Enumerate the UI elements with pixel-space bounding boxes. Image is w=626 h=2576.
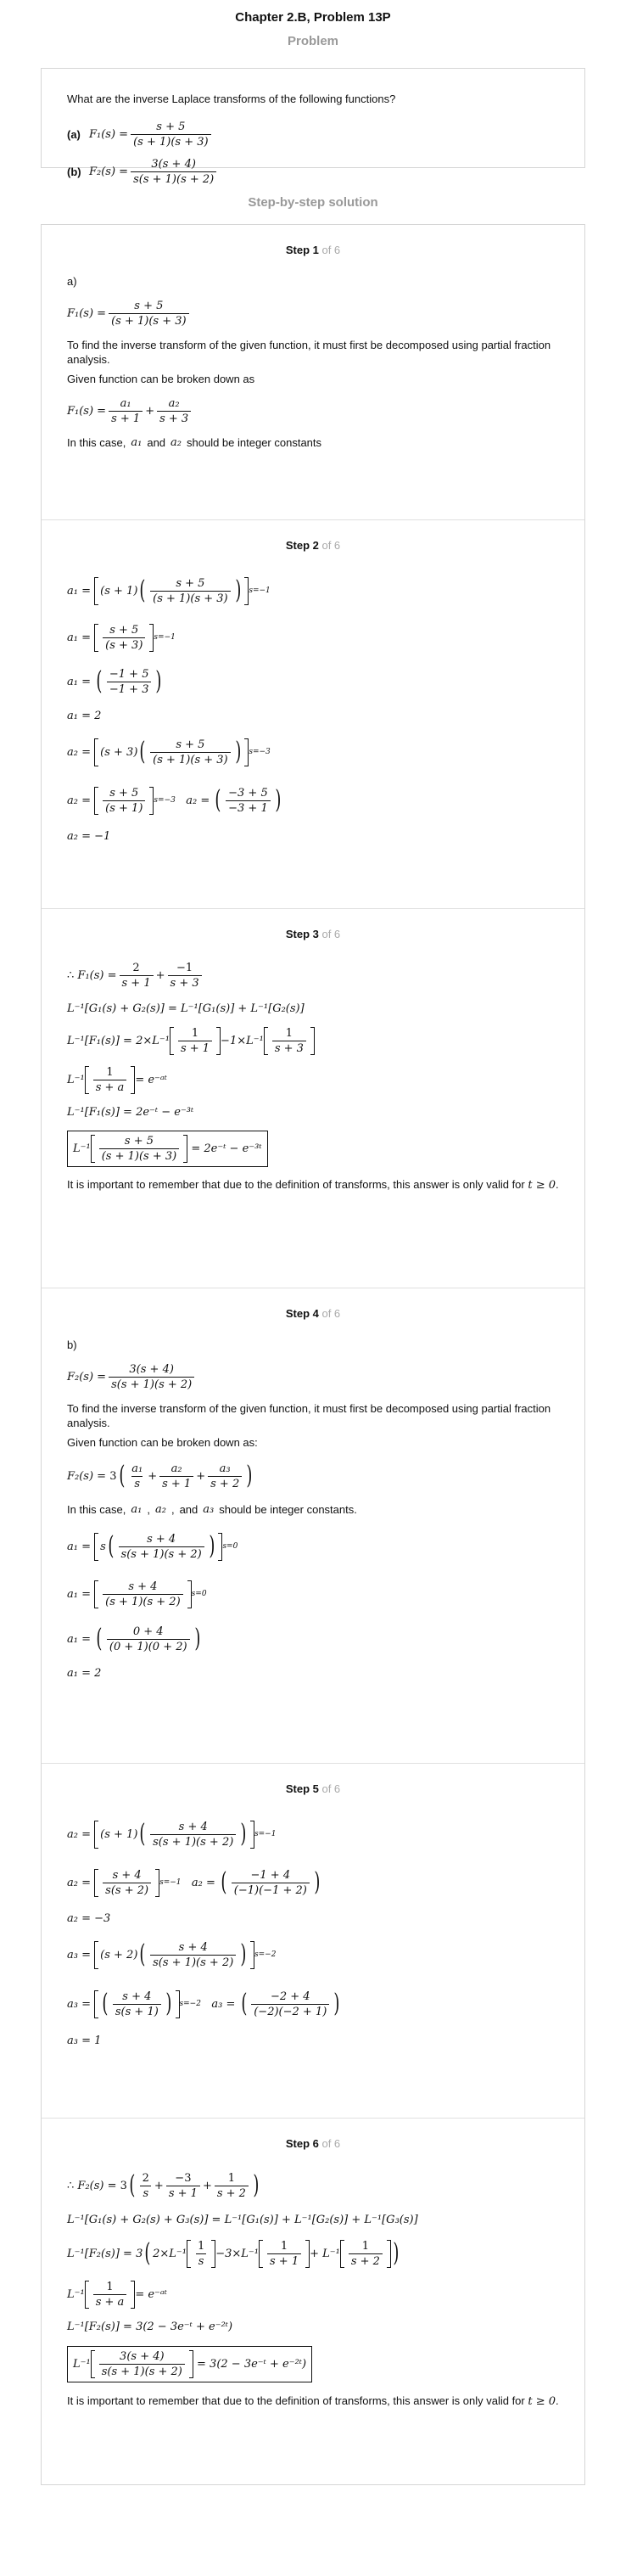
step-6 bbox=[42, 2119, 584, 2484]
problem-question: What are the inverse Laplace transforms of the following functions? bbox=[67, 93, 396, 105]
problem-b-lhs: F₂(s) = bbox=[89, 165, 129, 178]
step-2-line-6: a₂ = $\frac{s + 5}{(s + 1)}$ s=−3 a₂ = ( $\frac{-3 + 5}{-3 + 1}$ ) bbox=[67, 785, 282, 815]
step-6-line-5: L⁻¹ [F₂(s)] = 3(2 − 3e⁻ᵗ + e⁻²ᵗ) bbox=[67, 2320, 233, 2333]
step-2-line-3: a₁ = ( $\frac{-1 + 5}{-1 + 3}$ ) bbox=[67, 666, 162, 696]
step-3-heading: Step 3 of 6 bbox=[285, 928, 341, 940]
problem-a-num: s + 5 bbox=[156, 120, 186, 133]
solution-heading: Step-by-step solution bbox=[248, 195, 378, 210]
step-6-line-3: L⁻¹ [F₂(s)] = 3 ( 2×L⁻¹ $\frac{1}{s}$ −3×L⁻¹ $\frac{1}{s + 1}$ + L⁻¹ $\frac{1}{s + 2}$ ) bbox=[67, 2238, 400, 2268]
step-2-line-7: a₂ = −1 bbox=[67, 829, 111, 843]
step-4-decomp: F₂(s) = 3 ( $\frac{\text{a₁}}{s}$ + $\frac{\text{a₂}}{s + 1}$ + $\frac{\text{a₃}}{s + 2}$ ) bbox=[67, 1461, 253, 1490]
problem-b-label: (b) bbox=[67, 165, 81, 178]
step-3-line-4: L⁻¹ $\frac{1}{s + a}$ = e⁻ᵃᵗ bbox=[67, 1065, 167, 1094]
step-5-line-6: a₃ = 1 bbox=[67, 2034, 102, 2047]
problem-heading: Problem bbox=[287, 34, 338, 48]
step-5-line-2: a₂ = $\frac{s + 4}{s(s + 2)}$ s=−1 a₂ = ( $\frac{-1 + 4}{(-1)(-1 + 2)}$ ) bbox=[67, 1867, 321, 1897]
step-5-heading: Step 5 of 6 bbox=[285, 1782, 341, 1795]
step-1-text-1: To find the inverse transform of the given function, it must first be decomposed using partial fraction analysis. bbox=[67, 339, 551, 366]
step-4-part: b) bbox=[67, 1339, 77, 1351]
step-1-f1: F₁(s) = $\frac{s + 5}{(s + 1)(s + 3)}$ bbox=[67, 294, 559, 333]
problem-a-lhs: F₁(s) = bbox=[89, 127, 129, 141]
step-1-heading: Step 1 of 6 bbox=[285, 244, 341, 256]
solution-card bbox=[41, 224, 585, 2485]
problem-a-label: (a) bbox=[67, 127, 81, 141]
step-3-line-5: L⁻¹ [F₁(s)] = 2e⁻ᵗ − e⁻³ᵗ bbox=[67, 1105, 194, 1119]
step-3-line-1: ∴ F₁(s) = $\frac{2}{s + 1}$ + $\frac{-1}{s + 3}$ bbox=[67, 955, 559, 996]
step-2-line-4: a₁ = 2 bbox=[67, 709, 102, 722]
step-6-note: It is important to remember that due to the definition of transforms, this answer is only valid for t ≥ 0. bbox=[67, 2394, 559, 2408]
step-4-text-2: Given function can be broken down as: bbox=[67, 1436, 258, 1449]
step-2-line-1: a₁ = (s + 1) ( $\frac{s + 5}{(s + 1)(s + 3)}$ ) s=−1 bbox=[67, 575, 271, 605]
page-title: Chapter 2.B, Problem 13P bbox=[235, 10, 391, 25]
step-1-text-3: In this case, a₁ and a₂ should be integer constants bbox=[67, 436, 322, 449]
step-1-text-2: Given function can be broken down as bbox=[67, 373, 255, 385]
step-4-text-3: In this case, a₁ , a₂ , and a₃ should be integer constants. bbox=[67, 1503, 357, 1516]
step-6-line-4: L⁻¹ $\frac{1}{s + a}$ = e⁻ᵃᵗ bbox=[67, 2280, 167, 2309]
problem-card bbox=[41, 68, 585, 186]
step-5-line-5: a₃ = ( $\frac{s + 4}{s(s + 1)}$ ) s=−2 a₃ = ( $\frac{-2 + 4}{(-2)(-2 + 1)}$ ) bbox=[67, 1989, 340, 2018]
problem-a bbox=[67, 115, 559, 153]
step-3 bbox=[42, 909, 584, 1288]
step-6-line-1: ∴ F₂(s) = 3 ( $\frac{2}{s}$ + $\frac{-3}{s + 1}$ + $\frac{1}{s + 2}$ ) bbox=[67, 2170, 260, 2200]
step-3-boxed-result: L⁻¹ $\frac{s + 5}{(s + 1)(s + 3)}$ = 2e⁻ᵗ − e⁻³ᵗ bbox=[67, 1125, 559, 1172]
step-6-boxed-result: L⁻¹ $\frac{3(s + 4)}{s(s + 1)(s + 2)}$ = 3(2 − 3e⁻ᵗ + e⁻²ᵗ) bbox=[67, 2339, 559, 2388]
problem-a-expr bbox=[89, 121, 214, 149]
step-5 bbox=[42, 1764, 584, 2119]
step-5-line-1: a₂ = (s + 1) ( $\frac{s + 4}{s(s + 1)(s + 2)}$ ) s=−1 bbox=[67, 1819, 277, 1849]
step-2 bbox=[42, 520, 584, 909]
problem-b-frac bbox=[131, 158, 216, 186]
step-1-decomp: F₁(s) = $\frac{\text{a₁}}{s + 1}$ + $\frac{\text{a₂}}{s + 3}$ bbox=[67, 391, 559, 430]
problem-a-frac bbox=[131, 121, 211, 149]
step-5-line-3: a₂ = −3 bbox=[67, 1911, 111, 1925]
step-2-line-2: a₁ = $\frac{s + 5}{(s + 3)}$ s=−1 bbox=[67, 623, 176, 652]
step-1 bbox=[42, 225, 584, 520]
problem-b-den: s(s + 1)(s + 2) bbox=[131, 171, 216, 186]
step-3-line-3: L⁻¹ [F₁(s)] = 2×L⁻¹ $\frac{1}{s + 1}$ −1×L⁻¹ $\frac{1}{s + 3}$ bbox=[67, 1021, 559, 1060]
step-1-part: a) bbox=[67, 275, 77, 288]
step-4-f2: F₂(s) = $\frac{3(s + 4)}{s(s + 1)(s + 2)}$ bbox=[67, 1357, 559, 1396]
step-4 bbox=[42, 1288, 584, 1764]
step-4-heading: Step 4 of 6 bbox=[285, 1307, 341, 1320]
problem-b-num: 3(s + 4) bbox=[151, 157, 196, 171]
step-6-line-2: L⁻¹ [G₁(s) + G₂(s) + G₃(s)] = L⁻¹[G₁(s)] + L⁻¹[G₂(s)] + L⁻¹[G₃(s)] bbox=[67, 2213, 418, 2226]
step-2-heading: Step 2 of 6 bbox=[285, 539, 341, 552]
step-2-line-5: a₂ = (s + 3) ( $\frac{s + 5}{(s + 1)(s + 3)}$ ) s=−3 bbox=[67, 737, 271, 766]
step-4-text-1: To find the inverse transform of the given function, it must first be decomposed using partial fraction analysis. bbox=[67, 1402, 551, 1429]
step-4-line-2: a₁ = $\frac{s + 4}{(s + 1)(s + 2)}$ s=0 bbox=[67, 1580, 207, 1608]
problem-a-den: (s + 1)(s + 3) bbox=[131, 134, 211, 149]
step-4-line-1: a₁ = s ( $\frac{s + 4}{s(s + 1)(s + 2)}$ ) s=0 bbox=[67, 1531, 238, 1561]
step-3-note: It is important to remember that due to the definition of transforms, this answer is only valid for t ≥ 0. bbox=[67, 1178, 559, 1192]
step-4-line-3: a₁ = ( $\frac{0 + 4}{(0 + 1)(0 + 2)}$ ) bbox=[67, 1624, 200, 1653]
step-5-line-4: a₃ = (s + 2) ( $\frac{s + 4}{s(s + 1)(s + 2)}$ ) s=−2 bbox=[67, 1939, 277, 1969]
problem-b-expr bbox=[89, 158, 219, 186]
step-3-line-2: L⁻¹ [G₁(s) + G₂(s)] = L⁻¹[G₁(s)] + L⁻¹[G₂(s)] bbox=[67, 1002, 305, 1015]
step-6-heading: Step 6 of 6 bbox=[285, 2137, 341, 2150]
step-4-line-4: a₁ = 2 bbox=[67, 1666, 102, 1680]
